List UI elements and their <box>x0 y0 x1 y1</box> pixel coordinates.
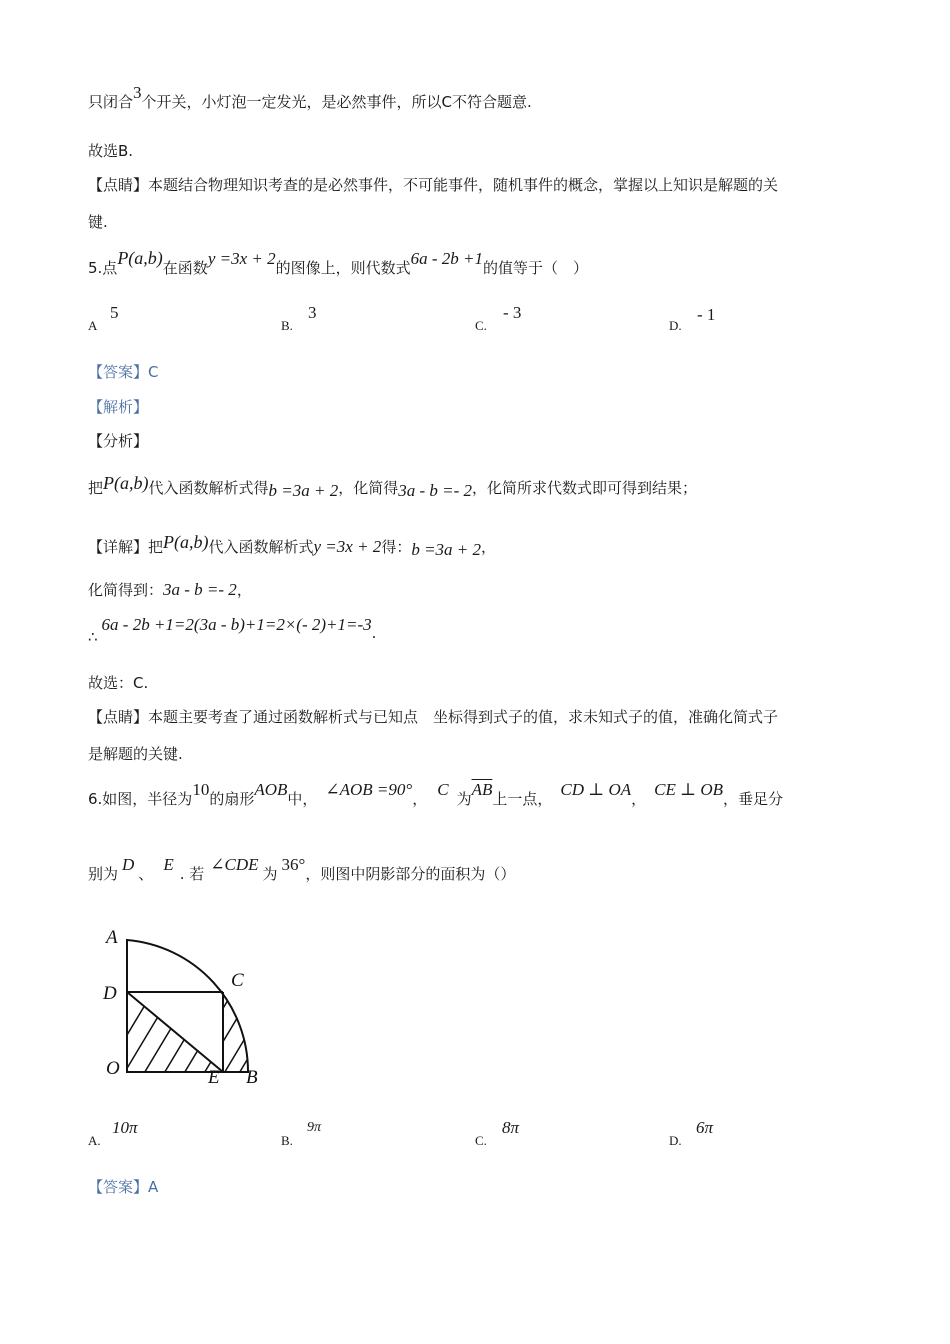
option-value: 10π <box>112 1118 138 1137</box>
sector-figure <box>100 920 280 1090</box>
text-line <box>88 855 516 884</box>
question-6 <box>88 780 784 809</box>
section-label: 【分析】 <box>88 432 149 450</box>
text: ∴ <box>88 628 98 646</box>
option-value: 6π <box>696 1118 714 1137</box>
math: y =3x + 2 <box>313 537 382 556</box>
math: D <box>122 855 135 874</box>
text: 别为 <box>88 865 119 883</box>
option-label: D. <box>669 1133 682 1148</box>
point-label-c: C <box>231 970 244 991</box>
point-label-e: E <box>208 1067 220 1088</box>
text: ，化简得 <box>338 479 399 497</box>
answer-label: 【答案】C <box>88 363 159 381</box>
answer-label: 【答案】A <box>88 1178 159 1196</box>
text: . <box>371 624 377 642</box>
point-label-a: A <box>106 927 118 948</box>
text: ， <box>481 538 497 556</box>
text: 的扇形 <box>209 790 255 808</box>
text: ， <box>631 790 647 808</box>
option-value: - 1 <box>697 305 716 324</box>
text: 、 <box>138 865 154 883</box>
text-line: 键. <box>88 213 108 231</box>
text: 中， <box>287 790 318 808</box>
math: AOB <box>254 780 288 799</box>
math: 3a - b =- 2 <box>398 481 473 500</box>
math: y =3x + 2 <box>207 249 276 268</box>
text: ， <box>412 790 428 808</box>
math: P(a,b) <box>103 473 149 493</box>
segment-de <box>127 992 223 1072</box>
analysis-label: 【解析】 <box>88 398 149 416</box>
math: CE ⊥ OB <box>654 780 724 799</box>
text: 得： <box>381 538 412 556</box>
option-label: C. <box>475 1133 487 1148</box>
text-line <box>88 83 532 112</box>
text-line <box>88 473 698 500</box>
text: 5.点 <box>88 259 118 277</box>
math: b =3a + 2 <box>411 540 482 559</box>
text: 代入函数解析式 <box>208 538 314 556</box>
math: 3a - b =- 2 <box>163 580 237 599</box>
math: P(a,b) <box>117 248 163 268</box>
text: 个开关，小灯泡一定发光，是必然事件，所以C不符合题意. <box>141 93 532 111</box>
text: ，则图中阴影部分的面积为（） <box>305 865 516 883</box>
text-line: 【点睛】本题结合物理知识考查的是必然事件，不可能事件，随机事件的概念，掌握以上知识是解题的关 <box>88 176 779 194</box>
math: 36° <box>281 855 306 874</box>
option-value: 9π <box>307 1120 322 1135</box>
option-label: B. <box>281 318 293 333</box>
text: 6.如图，半径为 <box>88 790 193 808</box>
text-line: 【点睛】本题主要考查了通过函数解析式与已知点 坐标得到式子的值，求未知式子的值，准确化简式子 <box>88 708 779 726</box>
option-value: - 3 <box>503 303 522 322</box>
math: 10 <box>192 780 210 799</box>
text: 把 <box>88 479 104 497</box>
math: b =3a + 2 <box>268 481 339 500</box>
text: ，垂足分 <box>723 790 784 808</box>
option-value: 3 <box>308 303 317 322</box>
text: 上一点， <box>492 790 553 808</box>
text: . 若 <box>179 865 205 883</box>
math: 3 <box>133 83 142 102</box>
option-label: B. <box>281 1133 293 1148</box>
math: 6a - 2b +1 <box>410 249 484 268</box>
text: 的图像上，则代数式 <box>275 259 411 277</box>
text: ，化简所求代数式即可得到结果； <box>472 479 698 497</box>
text: ， <box>236 581 252 599</box>
option-label: A. <box>88 1133 101 1148</box>
option-value: 5 <box>110 303 119 322</box>
text: 代入函数解析式得 <box>148 479 269 497</box>
text-line <box>88 580 252 600</box>
text: 为 <box>456 790 472 808</box>
text-line: 是解题的关键. <box>88 745 183 763</box>
text-line <box>88 615 377 646</box>
math: 6a - 2b +1=2(3a - b)+1=2×(- 2)+1=-3 <box>101 615 372 634</box>
point-label-d: D <box>103 983 117 1004</box>
text: 的值等于（ ） <box>483 259 589 277</box>
text: 为 <box>262 865 278 883</box>
text: 化简得到： <box>88 581 164 599</box>
point-label-o: O <box>106 1058 120 1079</box>
option-label: C. <box>475 318 487 333</box>
question-5 <box>88 248 589 278</box>
option-value: 8π <box>502 1118 520 1137</box>
math: CD ⊥ OA <box>560 780 632 799</box>
text: 在函数 <box>162 259 208 277</box>
text-line <box>88 532 497 559</box>
math: C <box>437 780 449 799</box>
option-label: A <box>88 318 98 333</box>
math: E <box>163 855 174 874</box>
math: P(a,b) <box>163 532 209 552</box>
math: ∠CDE <box>210 855 259 874</box>
math: $\overline{AB}$ <box>471 780 493 799</box>
point-label-b: B <box>246 1067 258 1088</box>
text: 【详解】把 <box>88 538 164 556</box>
text: 只闭合 <box>88 93 134 111</box>
text-line: 故选B. <box>88 142 134 160</box>
math: ∠AOB =90° <box>325 780 413 799</box>
text-line: 故选：C. <box>88 674 149 692</box>
option-label: D. <box>669 318 682 333</box>
